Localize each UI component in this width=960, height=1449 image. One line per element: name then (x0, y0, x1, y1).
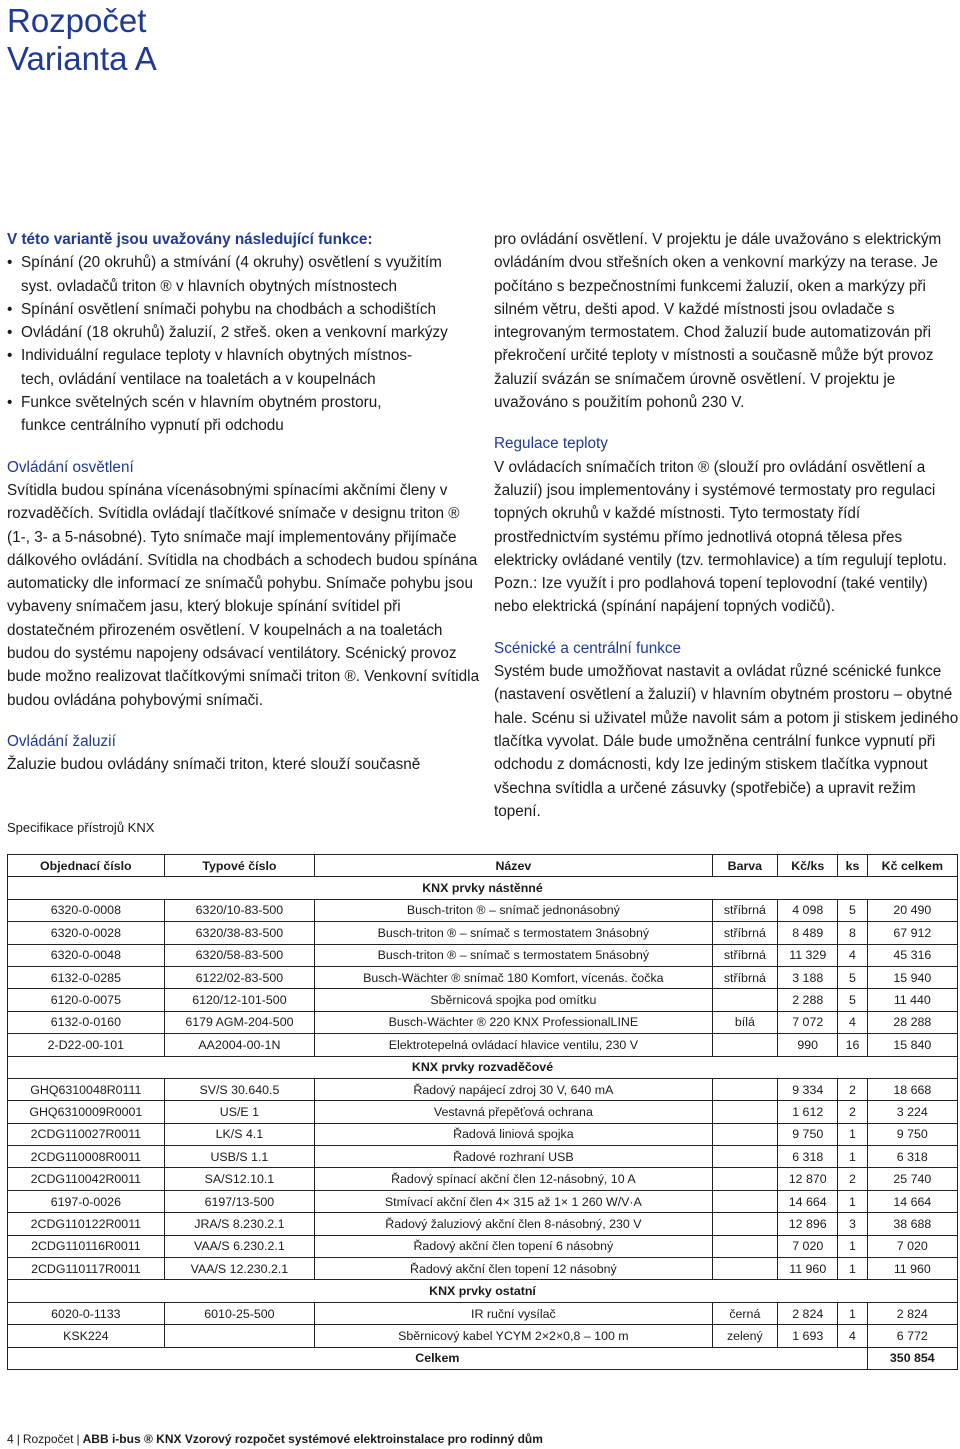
blinds-text: Žaluzie budou ovládány snímači triton, které slouží současně (7, 756, 421, 774)
table-row (8, 1258, 958, 1280)
table-row (8, 1034, 958, 1056)
table-cell: 67 912 (867, 922, 957, 944)
table-cell: Řadový akční člen topení 12 násobný (315, 1258, 712, 1280)
table-cell (712, 1101, 778, 1123)
table-cell: bílá (712, 1011, 778, 1033)
table-cell: USB/S 1.1 (164, 1146, 314, 1168)
temperature-text: V ovládacích snímačích triton ® (slouží pro ovládání osvětlení a žaluzií) jsou implementovány i systémové termostaty pro regulaci topných okruhů v každé místnosti. Tyto termostaty řídí prostřednictvím systému přímo jednotlivá otopná tělesa přes elektricky ovládané ventily (tzv. termohlavice) a tím regulují teplotu. Pozn.: Ize využít i pro podlahová topení teplovodní (také ventily) nebo elektrická (spínání napájení topných vodičů). (494, 458, 947, 616)
table-cell: 5 (838, 966, 867, 988)
table-cell: 9 750 (778, 1123, 838, 1145)
table-cell: 2 824 (867, 1302, 957, 1324)
table-cell: 14 664 (778, 1190, 838, 1212)
page-number: 4 (7, 1432, 14, 1446)
table-cell (712, 1123, 778, 1145)
column-header: Objednací číslo (8, 855, 165, 877)
table-cell: Řadový spínací akční člen 12-násobný, 10 A (315, 1168, 712, 1190)
table-cell (712, 1235, 778, 1257)
blinds-heading: Ovládání žaluzií (7, 732, 116, 750)
table-cell: 6020-0-1133 (8, 1302, 165, 1324)
table-cell: 6320/10-83-500 (164, 899, 314, 921)
table-cell: 6132-0-0285 (8, 966, 165, 988)
table-cell: 20 490 (867, 899, 957, 921)
table-cell: 6320/38-83-500 (164, 922, 314, 944)
table-cell: Elektrotepelná ovládací hlavice ventilu, 230 V (315, 1034, 712, 1056)
table-row (8, 989, 958, 1011)
table-cell: 12 896 (778, 1213, 838, 1235)
table-cell: 15 940 (867, 966, 957, 988)
table-cell: 6320-0-0008 (8, 899, 165, 921)
table-cell: 6320-0-0028 (8, 922, 165, 944)
section-label: KNX prvky nástěnné (8, 877, 958, 899)
title-line-1: Rozpočet (7, 2, 147, 39)
table-cell: LK/S 4.1 (164, 1123, 314, 1145)
table-cell: 15 840 (867, 1034, 957, 1056)
column-header: Kč celkem (867, 855, 957, 877)
table-cell: VAA/S 12.230.2.1 (164, 1258, 314, 1280)
table-cell: Busch-triton ® – snímač jednonásobný (315, 899, 712, 921)
table-cell (712, 1034, 778, 1056)
table-cell: 5 (838, 899, 867, 921)
table-body (8, 877, 958, 1370)
footer-doc-title: ABB i-bus ® KNX Vzorový rozpočet systémové elektroinstalace pro rodinný dům (82, 1432, 543, 1446)
table-cell: černá (712, 1302, 778, 1324)
section-label: KNX prvky rozvaděčové (8, 1056, 958, 1078)
right-column (494, 228, 960, 823)
table-header-row (8, 855, 958, 877)
table-cell: 1 612 (778, 1101, 838, 1123)
intro-heading: V této variantě jsou uvažovány následující funkce: (7, 231, 373, 248)
column-header: Barva (712, 855, 778, 877)
table-cell: 2CDG110122R0011 (8, 1213, 165, 1235)
table-cell: Řadová liniová spojka (315, 1123, 712, 1145)
list-item: • Ovládání (18 okruhů) žaluzií, 2 střeš. oken a venkovní markýzy (7, 321, 482, 344)
lighting-heading: Ovládání osvětlení (7, 458, 134, 476)
table-cell: 38 688 (867, 1213, 957, 1235)
table-cell: 9 750 (867, 1123, 957, 1145)
table-cell: Řadový napájecí zdroj 30 V, 640 mA (315, 1078, 712, 1100)
table-cell: 1 (838, 1190, 867, 1212)
list-item: • Funkce světelných scén v hlavním obytném prostoru, funkce centrálního vypnutí při odchodu (7, 391, 482, 438)
table-cell: 4 (838, 1325, 867, 1347)
table-row (8, 1168, 958, 1190)
column-header: Typové číslo (164, 855, 314, 877)
table-cell: 2-D22-00-101 (8, 1034, 165, 1056)
table-cell: AA2004-00-1N (164, 1034, 314, 1056)
table-cell: 11 440 (867, 989, 957, 1011)
section-row (8, 1280, 958, 1302)
scenes-text: Systém bude umožňovat nastavit a ovládat různé scénické funkce (nastavení osvětlení a žaluzií) v hlavním obytném prostoru – obytné hale. Scénu si uživatel může navolit sám a potom ji stiskem jediného tlačítka vyvolat. Dále bude umožněna centrální funkce vypnutí při odchodu z domácnosti, kdy Ize jediným stiskem tlačítka vypnout všechna svítidla a určené zásuvky (spotřebiče) a upravit režim topení. (494, 663, 959, 820)
table-cell: Busch-Wächter ® snímač 180 Komfort, vícenás. čočka (315, 966, 712, 988)
table-cell: 12 870 (778, 1168, 838, 1190)
table-row (8, 922, 958, 944)
table-cell (712, 1146, 778, 1168)
table-cell: 2 288 (778, 989, 838, 1011)
table-cell: stříbrná (712, 944, 778, 966)
table-cell: 14 664 (867, 1190, 957, 1212)
table-cell: 1 (838, 1258, 867, 1280)
table-cell: 18 668 (867, 1078, 957, 1100)
table-cell: 7 020 (867, 1235, 957, 1257)
footer-section: Rozpočet (22, 1432, 74, 1446)
table-cell: 2CDG110117R0011 (8, 1258, 165, 1280)
table-cell: 16 (838, 1034, 867, 1056)
table-cell: 9 334 (778, 1078, 838, 1100)
section-label: KNX prvky ostatní (8, 1280, 958, 1302)
table-cell: JRA/S 8.230.2.1 (164, 1213, 314, 1235)
table-cell: 45 316 (867, 944, 957, 966)
table-cell: 6122/02-83-500 (164, 966, 314, 988)
table-row (8, 1190, 958, 1212)
table-cell: 990 (778, 1034, 838, 1056)
table-cell: 2CDG110116R0011 (8, 1235, 165, 1257)
table-cell: SV/S 30.640.5 (164, 1078, 314, 1100)
table-cell: Sběrnicová spojka pod omítku (315, 989, 712, 1011)
table-row (8, 966, 958, 988)
table-cell: 8 489 (778, 922, 838, 944)
table-cell: 6 772 (867, 1325, 957, 1347)
table-cell: IR ruční vysílač (315, 1302, 712, 1324)
page-footer: 4 | Rozpočet | ABB i-bus ® KNX Vzorový rozpočet systémové elektroinstalace pro rodinný dům (7, 1432, 543, 1446)
table-cell: 5 (838, 989, 867, 1011)
table-cell: 7 020 (778, 1235, 838, 1257)
table-cell: 6010-25-500 (164, 1302, 314, 1324)
table-cell: zelený (712, 1325, 778, 1347)
table-cell: 6120/12-101-500 (164, 989, 314, 1011)
table-cell: 6320/58-83-500 (164, 944, 314, 966)
table-row (8, 944, 958, 966)
table-cell: 25 740 (867, 1168, 957, 1190)
table-cell: 2 824 (778, 1302, 838, 1324)
table-cell: 2CDG110008R0011 (8, 1146, 165, 1168)
table-row (8, 1302, 958, 1324)
total-label: Celkem (8, 1347, 868, 1369)
table-cell: 3 188 (778, 966, 838, 988)
table-cell: 1 (838, 1123, 867, 1145)
table-cell: 6132-0-0160 (8, 1011, 165, 1033)
temperature-heading: Regulace teploty (494, 435, 608, 453)
table-row (8, 1078, 958, 1100)
lighting-text: Svítidla budou spínána vícenásobnými spínacími akčními členy v rozvaděčích. Svítidla ovládají tlačítkové snímače v designu triton ® (1-, 3- a 5-násobné). Tyto snímače mají implementovány přijímače dálkového ovládání. Svítidla na chodbách a schodech budou spínána automaticky dle informací ze snímačů pohybu. Snímače pohybu jsou vybaveny snímačem jasu, který blokuje spínání svítidel při dostatečném přirozeném osvětlení. V koupelnách a na toaletách budou do systému napojeny odsávací ventilátory. Scénický provoz bude možno realizovat tlačítkovými snímači triton ®. Venkovní svítidla budou ovládána pohybovými snímači. (7, 481, 480, 709)
blinds-continued-text: pro ovládání osvětlení. V projektu je dále uvažováno s elektrickým ovládáním dvou střešních oken a venkovní markýzy na terase. Je počítáno s bezpečnostními funkcemi žaluzií, oken a markýzy při silném větru, dešti apod. V každé místnosti jsou ovladače s integrovaným termostatem. Chod žaluzií bude automatizován při překročení určité teploty v místnosti a současně může být provoz žaluzií svázán se snímačem úrovně osvětlení. V projektu je uvažováno s použitím pohonů 230 V. (494, 231, 942, 412)
table-cell (712, 1168, 778, 1190)
table-cell: 1 693 (778, 1325, 838, 1347)
table-cell: VAA/S 6.230.2.1 (164, 1235, 314, 1257)
table-cell: 6179 AGM-204-500 (164, 1011, 314, 1033)
table-cell: 6120-0-0075 (8, 989, 165, 1011)
table-cell: 6 318 (778, 1146, 838, 1168)
column-header: Kč/ks (778, 855, 838, 877)
table-row (8, 1325, 958, 1347)
column-header: ks (838, 855, 867, 877)
table-cell: Sběrnicový kabel YCYM 2×2×0,8 – 100 m (315, 1325, 712, 1347)
table-cell: 2 (838, 1168, 867, 1190)
table-cell: 11 960 (778, 1258, 838, 1280)
total-row (8, 1347, 958, 1369)
table-cell (712, 1190, 778, 1212)
table-cell: Vestavná přepěťová ochrana (315, 1101, 712, 1123)
table-cell: KSK224 (8, 1325, 165, 1347)
table-cell: 6197-0-0026 (8, 1190, 165, 1212)
table-cell: stříbrná (712, 966, 778, 988)
table-cell (712, 1213, 778, 1235)
table-cell: 2CDG110027R0011 (8, 1123, 165, 1145)
scenes-heading: Scénické a centrální funkce (494, 639, 682, 657)
table-row (8, 1123, 958, 1145)
table-cell: 28 288 (867, 1011, 957, 1033)
table-cell: Řadové rozhraní USB (315, 1146, 712, 1168)
table-row (8, 1146, 958, 1168)
table-cell (712, 1258, 778, 1280)
table-cell: Stmívací akční člen 4× 315 až 1× 1 260 W/V·A (315, 1190, 712, 1212)
table-cell: 11 329 (778, 944, 838, 966)
table-cell: Řadový žaluziový akční člen 8-násobný, 230 V (315, 1213, 712, 1235)
table-cell: US/E 1 (164, 1101, 314, 1123)
table-cell: Busch-triton ® – snímač s termostatem 3násobný (315, 922, 712, 944)
table-cell: stříbrná (712, 922, 778, 944)
table-cell: 8 (838, 922, 867, 944)
table-cell: Busch-Wächter ® 220 KNX ProfessionalLINE (315, 1011, 712, 1033)
table-cell: 1 (838, 1235, 867, 1257)
table-cell: 4 098 (778, 899, 838, 921)
table-row (8, 1101, 958, 1123)
table-cell: stříbrná (712, 899, 778, 921)
table-cell: GHQ6310048R0111 (8, 1078, 165, 1100)
page-title (7, 2, 157, 78)
table-cell: 7 072 (778, 1011, 838, 1033)
table-cell: SA/S12.10.1 (164, 1168, 314, 1190)
section-row (8, 877, 958, 899)
table-cell: 2CDG110042R0011 (8, 1168, 165, 1190)
title-line-2: Varianta A (7, 40, 157, 77)
list-item: • Spínání osvětlení snímači pohybu na chodbách a schodištích (7, 298, 482, 321)
table-cell (712, 989, 778, 1011)
table-cell: 4 (838, 1011, 867, 1033)
table-row (8, 1011, 958, 1033)
table-cell: 3 (838, 1213, 867, 1235)
table-cell: 6 318 (867, 1146, 957, 1168)
column-header: Název (315, 855, 712, 877)
table-cell (164, 1325, 314, 1347)
spec-label: Specifikace přístrojů KNX (7, 820, 155, 835)
table-cell: 2 (838, 1078, 867, 1100)
table-cell: 6320-0-0048 (8, 944, 165, 966)
section-row (8, 1056, 958, 1078)
table-cell: 1 (838, 1146, 867, 1168)
total-value: 350 854 (867, 1347, 957, 1369)
table-cell (712, 1078, 778, 1100)
table-row (8, 1213, 958, 1235)
list-item: • Spínání (20 okruhů) a stmívání (4 okruhy) osvětlení s využitím syst. ovladačů triton ® v hlavních obytných místnostech (7, 251, 482, 298)
table-cell: 4 (838, 944, 867, 966)
table-cell: 2 (838, 1101, 867, 1123)
knx-spec-table (7, 854, 958, 1370)
table-cell: Řadový akční člen topení 6 násobný (315, 1235, 712, 1257)
left-column (7, 228, 482, 777)
table-row (8, 1235, 958, 1257)
table-cell: Busch-triton ® – snímač s termostatem 5násobný (315, 944, 712, 966)
table-row (8, 899, 958, 921)
list-item: • Individuální regulace teploty v hlavních obytných místnos- tech, ovládání ventilace na toaletách a v koupelnách (7, 344, 482, 391)
table-cell: 6197/13-500 (164, 1190, 314, 1212)
table-cell: 1 (838, 1302, 867, 1324)
table-cell: 11 960 (867, 1258, 957, 1280)
function-list (7, 251, 482, 437)
table-cell: 3 224 (867, 1101, 957, 1123)
table-cell: GHQ6310009R0001 (8, 1101, 165, 1123)
